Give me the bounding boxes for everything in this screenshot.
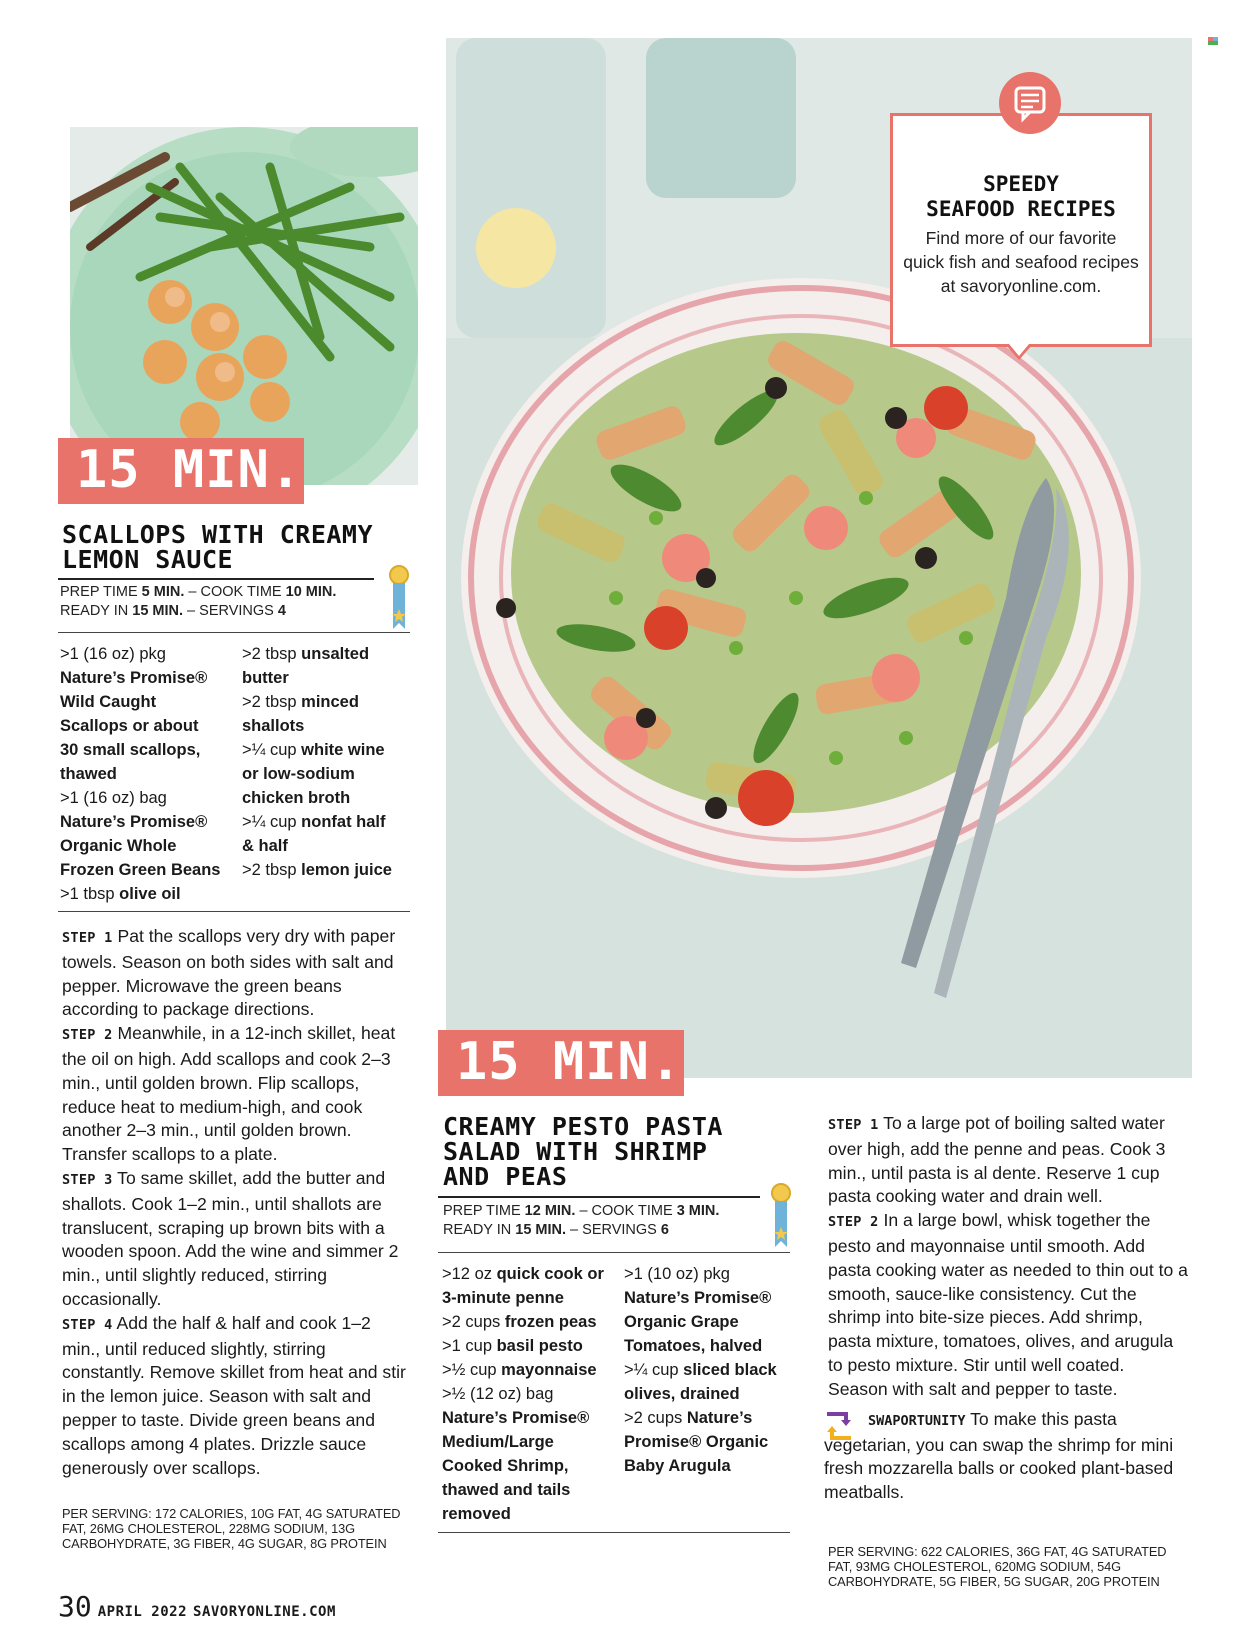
servings-value: 6: [660, 1222, 669, 1238]
ready-label: READY IN: [60, 603, 133, 619]
ingredient-name: thawed: [60, 765, 117, 783]
ingredient-name: removed: [442, 1505, 511, 1523]
ingredient-line: [60, 762, 250, 786]
ingredient-line: [442, 1262, 632, 1286]
ingredient-line: [442, 1382, 632, 1406]
callout-title-line: SPEEDY: [983, 172, 1059, 196]
ingredient-line: [624, 1430, 814, 1454]
step-label: STEP 1: [828, 1117, 879, 1133]
ingredient-line: [624, 1310, 814, 1334]
ingredient-line: [242, 642, 422, 666]
swap-text: To make this pasta vegetarian, you can swap the shrimp for mini fresh mozzarella balls or cooked plant-based meatballs.: [824, 1409, 1174, 1502]
cook-value: 3 MIN.: [676, 1203, 720, 1219]
ingredient-quantity: >¼ cup: [242, 813, 302, 831]
recipe-title-line: LEMON SAUCE: [62, 545, 234, 574]
ingredient-name: quick cook or: [496, 1265, 604, 1283]
ingredient-name: thawed and tails: [442, 1481, 571, 1499]
ready-label: READY IN: [443, 1222, 516, 1238]
time-badge: 15 MIN.: [438, 1030, 684, 1096]
step-text: Pat the scallops very dry with paper towels. Season on both sides with salt and pepper. Microwave the green beans according to package directions.: [62, 926, 396, 1020]
chat-bubble-icon: [999, 72, 1061, 134]
ingredient-name: & half: [242, 837, 288, 855]
ingredient-quantity: >1 tbsp: [60, 885, 120, 903]
ingredient-name: minced: [301, 693, 359, 711]
divider: [58, 632, 410, 633]
ingredient-name: lemon juice: [301, 861, 392, 879]
ingredient-name: 30 small scallops,: [60, 741, 201, 759]
ingredient-line: [442, 1334, 632, 1358]
ingredient-line: [60, 858, 250, 882]
ingredient-quantity: >2 tbsp: [242, 861, 302, 879]
callout-text: Find more of our favorite quick fish and seafood recipes at savoryonline.com.: [903, 228, 1139, 296]
ingredient-name: Nature’s Promise®: [60, 813, 208, 831]
swaportunity-note: [824, 1408, 1184, 1504]
cook-label: – COOK TIME: [184, 584, 286, 600]
nutrition-info: PER SERVING: 622 CALORIES, 36G FAT, 4G SATURATED FAT, 93MG CHOLESTEROL, 620MG SODIUM, 54G CARBOHYDRATE, 5G FIBER, 5G SUGAR, 20G PROTEIN: [828, 1544, 1167, 1589]
ingredient-quantity: >½ (12 oz) bag: [442, 1385, 554, 1403]
ingredient-quantity: >12 oz: [442, 1265, 497, 1283]
step-paragraph: [828, 1112, 1188, 1209]
recipe-meta: [60, 583, 390, 621]
ingredient-line: [442, 1286, 632, 1310]
ingredient-quantity: >2 tbsp: [242, 693, 302, 711]
divider: [438, 1532, 790, 1533]
step-paragraph: [62, 925, 412, 1022]
ingredient-line: [442, 1502, 632, 1526]
ingredient-name: Organic Whole: [60, 837, 177, 855]
ingredient-name: shallots: [242, 717, 305, 735]
step-label: STEP 2: [828, 1214, 879, 1231]
ingredient-name: Frozen Green Beans: [60, 861, 221, 879]
ingredients-right: [242, 642, 422, 882]
cook-value: 10 MIN.: [285, 584, 337, 600]
step-text: In a large bowl, whisk together the pesto and mayonnaise until smooth. Add pasta cooking water as needed to thin out to a smooth, sauce-like consistency. Cut the shrimp into bite-size pieces. Add shrimp, pasta mixture, tomatoes, olives, and arugula to pesto mixture. Stir until well coated. Season with salt and pepper to taste.: [828, 1210, 1188, 1399]
ingredient-name: Scallops or about: [60, 717, 199, 735]
recipe-meta: [443, 1202, 763, 1240]
ingredient-line: [624, 1406, 814, 1430]
ingredient-name: Nature’s Promise®: [60, 669, 208, 687]
servings-label: – SERVINGS: [566, 1222, 661, 1238]
ingredient-quantity: >1 (10 oz) pkg: [624, 1265, 730, 1283]
step-paragraph: [62, 1022, 412, 1167]
divider: [58, 578, 374, 580]
ingredient-name: Nature’s: [686, 1409, 753, 1427]
ingredient-line: [624, 1262, 814, 1286]
speedy-seafood-callout: [890, 113, 1152, 347]
ingredient-name: Nature’s Promise®: [442, 1409, 590, 1427]
ingredient-name: unsalted: [301, 645, 370, 663]
divider: [438, 1196, 760, 1198]
nutrition-info: PER SERVING: 172 CALORIES, 10G FAT, 4G SATURATED FAT, 26MG CHOLESTEROL, 228MG SODIUM, 13G CARBOHYDRATE, 3G FIBER, 4G SUGAR, 8G PROTEIN: [62, 1506, 401, 1551]
ingredient-line: [624, 1382, 814, 1406]
ready-value: 15 MIN.: [515, 1222, 567, 1238]
ingredient-name: mayonnaise: [501, 1361, 597, 1379]
ingredient-name: olive oil: [119, 885, 181, 903]
recipe-title-line: SALAD WITH SHRIMP: [443, 1137, 708, 1166]
ingredient-line: [242, 786, 422, 810]
ingredient-name: or low-sodium: [242, 765, 355, 783]
ingredient-line: [60, 690, 250, 714]
ingredients-left: [442, 1262, 632, 1526]
ingredient-line: [442, 1406, 632, 1430]
ingredient-line: [60, 666, 250, 690]
ingredient-line: [242, 666, 422, 690]
issue-date: APRIL 2022: [97, 1604, 188, 1620]
ingredient-line: [242, 834, 422, 858]
recipe-title-line: AND PEAS: [443, 1162, 568, 1191]
ingredient-line: [442, 1358, 632, 1382]
ingredient-quantity: >2 cups: [624, 1409, 687, 1427]
recipe-steps: [62, 925, 412, 1480]
ingredient-line: [442, 1430, 632, 1454]
ingredient-line: [624, 1358, 814, 1382]
step-text: Add the half & half and cook 1–2 min., until reduced slightly, stirring constantly. Remove skillet from heat and stir in the lemon juice. Season with salt and pepper to taste. Divide green beans and scallops among 4 plates. Drizzle sauce generously over scallops.: [62, 1312, 406, 1478]
website-link[interactable]: SAVORYONLINE.COM: [193, 1604, 336, 1620]
step-label: STEP 1: [62, 930, 113, 946]
prep-value: 5 MIN.: [141, 584, 185, 600]
ingredient-quantity: >¼ cup: [624, 1361, 684, 1379]
ingredient-name: chicken broth: [242, 789, 351, 807]
ingredient-name: 3-minute penne: [442, 1289, 564, 1307]
ingredient-name: frozen peas: [504, 1313, 597, 1331]
ingredient-line: [442, 1478, 632, 1502]
ingredient-name: Wild Caught: [60, 693, 157, 711]
step-text: Meanwhile, in a 12-inch skillet, heat the oil on high. Add scallops and cook 2–3 min., until golden brown. Flip scallops, reduce heat to medium-high, and cook another 2–3 min., until golden brown. Transfer scallops to a plate.: [62, 1023, 396, 1165]
step-label: STEP 4: [62, 1316, 113, 1333]
ingredient-quantity: >½ cup: [442, 1361, 502, 1379]
ingredient-line: [242, 762, 422, 786]
recipe-title: [62, 522, 422, 572]
prep-label: PREP TIME: [60, 584, 142, 600]
ingredient-name: butter: [242, 669, 289, 687]
ingredient-line: [60, 642, 250, 666]
ingredient-line: [242, 858, 422, 882]
step-text: To a large pot of boiling salted water over high, add the penne and peas. Cook 3 min., until pasta is al dente. Reserve 1 cup pasta cooking water and drain well.: [828, 1113, 1166, 1207]
callout-title-line: SEAFOOD RECIPES: [926, 197, 1116, 221]
swap-label: SWAPORTUNITY: [868, 1413, 966, 1429]
recipe-title-line: SCALLOPS WITH CREAMY: [62, 520, 374, 549]
ingredient-name: Promise® Organic: [624, 1433, 769, 1451]
prep-label: PREP TIME: [443, 1203, 525, 1219]
step-paragraph: [62, 1312, 412, 1481]
scallops-photo: [70, 127, 418, 485]
step-label: STEP 2: [62, 1027, 113, 1044]
ingredient-line: [442, 1454, 632, 1478]
ingredient-line: [624, 1286, 814, 1310]
ready-value: 15 MIN.: [132, 603, 184, 619]
divider: [438, 1252, 790, 1253]
divider: [58, 911, 410, 912]
ingredient-line: [242, 810, 422, 834]
ingredient-quantity: >2 tbsp: [242, 645, 302, 663]
step-text: To same skillet, add the butter and shallots. Cook 1–2 min., until shallots are translucent, scraping up brown bits with a wooden spoon. Add the wine and simmer 2 min., until slightly reduced, stirring occasionally.: [62, 1167, 399, 1309]
ingredients-right: [624, 1262, 814, 1478]
page-footer: [58, 1590, 336, 1623]
ingredient-line: [60, 810, 250, 834]
ingredient-line: [624, 1454, 814, 1478]
ingredient-quantity: >¼ cup: [242, 741, 302, 759]
ingredients-left: [60, 642, 250, 906]
ingredient-quantity: >1 (16 oz) bag: [60, 789, 167, 807]
ingredient-name: white wine: [301, 741, 385, 759]
ingredient-name: sliced black: [683, 1361, 777, 1379]
ingredient-name: Tomatoes, halved: [624, 1337, 763, 1355]
ingredient-name: olives, drained: [624, 1385, 740, 1403]
time-badge: 15 MIN.: [58, 438, 304, 504]
ingredient-name: Cooked Shrimp,: [442, 1457, 569, 1475]
ingredient-line: [242, 738, 422, 762]
ingredient-line: [60, 738, 250, 762]
prep-value: 12 MIN.: [524, 1203, 576, 1219]
step-paragraph: [828, 1209, 1188, 1401]
step-label: STEP 3: [62, 1171, 113, 1188]
ingredient-line: [60, 882, 250, 906]
ingredient-line: [242, 714, 422, 738]
callout-tail-inner: [1009, 344, 1029, 356]
callout-title: [893, 172, 1149, 222]
recipe-steps: [828, 1112, 1188, 1402]
ribbon-icon: [770, 1183, 792, 1258]
ingredient-line: [60, 786, 250, 810]
ingredient-line: [60, 834, 250, 858]
ingredient-quantity: >1 cup: [442, 1337, 497, 1355]
ingredient-line: [60, 714, 250, 738]
ingredient-name: Medium/Large: [442, 1433, 554, 1451]
ingredient-name: Organic Grape: [624, 1313, 739, 1331]
brand-mark-icon: [1208, 32, 1218, 40]
servings-label: – SERVINGS: [183, 603, 278, 619]
recipe-title-line: CREAMY PESTO PASTA: [443, 1112, 723, 1141]
ribbon-icon: [388, 565, 410, 640]
ingredient-name: Nature’s Promise®: [624, 1289, 772, 1307]
cook-label: – COOK TIME: [575, 1203, 677, 1219]
page-number: 30: [58, 1590, 92, 1623]
ingredient-name: Baby Arugula: [624, 1457, 731, 1475]
step-paragraph: [62, 1167, 412, 1312]
servings-value: 4: [277, 603, 286, 619]
ingredient-line: [242, 690, 422, 714]
ingredient-quantity: >1 (16 oz) pkg: [60, 645, 166, 663]
recipe-title: [443, 1114, 783, 1189]
ingredient-line: [624, 1334, 814, 1358]
ingredient-name: basil pesto: [496, 1337, 583, 1355]
ingredient-quantity: >2 cups: [442, 1313, 505, 1331]
ingredient-line: [442, 1310, 632, 1334]
ingredient-name: nonfat half: [301, 813, 386, 831]
